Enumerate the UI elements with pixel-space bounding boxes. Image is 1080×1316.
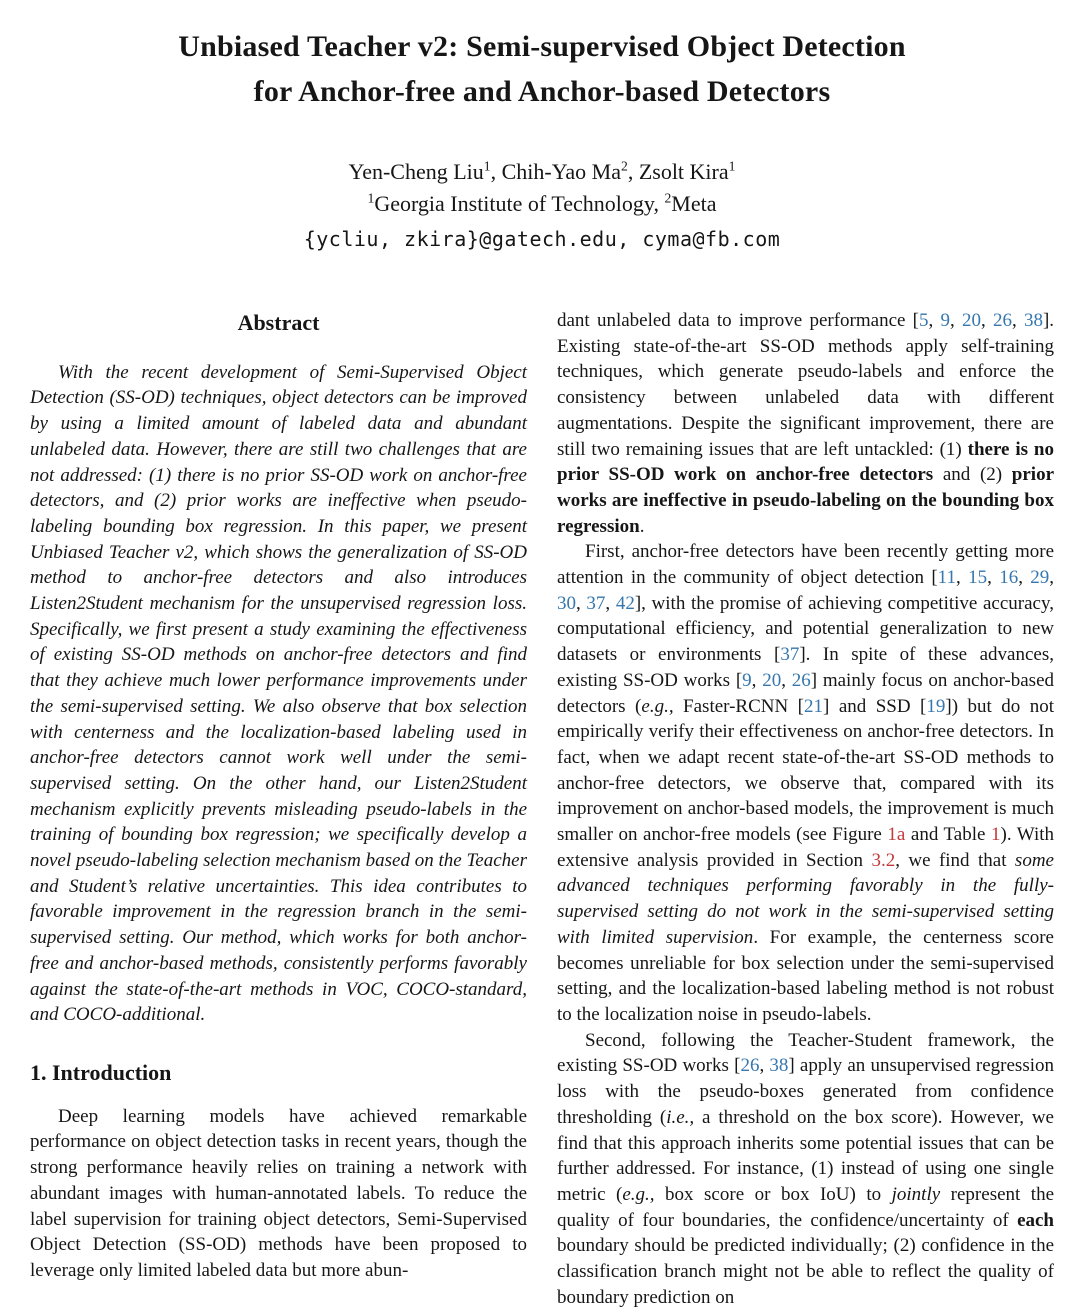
text-segment: represent the quality of four boundaries, the confidence/uncertainty of (557, 1183, 1055, 1231)
text-segment: , (987, 567, 1000, 589)
internal-ref-link[interactable]: 1a (887, 824, 906, 846)
text-segment: i.e., (666, 1106, 695, 1128)
text-segment: , we find that (895, 849, 1015, 871)
email-line: {ycliu, zkira}@gatech.edu, cyma@fb.com (303, 227, 781, 251)
text-segment: there is no prior SS-OD work on anchor-free detectors (557, 438, 1054, 486)
text-segment: , (576, 592, 587, 614)
citation-link[interactable]: 37 (780, 644, 800, 666)
affiliation-line (30, 188, 1054, 220)
text-segment: Georgia Institute of Technology, (374, 191, 665, 216)
citation-link[interactable]: 26 (791, 669, 811, 691)
text-segment: 2 (621, 158, 628, 174)
text-segment: With the recent development of Semi-Supervised Object Detection (SS-OD) techniques, object detectors can be improved by using a limited amount of labeled data and abundant unlabeled data. However, there are still two challenges that are not addressed: (1) there is no prior SS-OD work on anchor-free detectors, and (2) prior works are ineffective when pseudo-labeling bounding box regression. In this paper, we present Unbiased Teacher v2, which shows the generalization of SS-OD method to anchor-free detectors and also introduces Listen2Student mechanism for the unsupervised regression loss. Specifically, we first present a study examining the effectiveness of existing SS-OD methods on anchor-free detectors and find that they achieve much lower performance improvements under the semi-supervised setting. We also observe that box selection with centerness and the localization-based labeling used in anchor-free detectors cannot work well under the semi-supervised setting. On the other hand, our Listen2Student mechanism explicitly prevents misleading pseudo-labels in the training of bounding box regression; we specifically develop a novel pseudo-labeling selection mechanism based on the Teacher and Student’s relative uncertainties. This idea contributes to favorable improvement in the regression branch in the semi-supervised setting. Our method, which works for both anchor-free and anchor-based methods, consistently performs favorably against the state-of-the-art methods in VOC, COCO-standard, and COCO-additional. (30, 361, 527, 1026)
text-segment: Deep learning models have achieved remarkable performance on object detection tasks in recent years, though the strong performance heavily relies on training a network with abundant images with human-annotated labels. To reduce the label supervision for training object detectors, Semi-Supervised Object Detection (SS-OD) methods have been proposed to leverage only limited labeled data but more abun- (30, 1105, 527, 1281)
text-segment: some advanced techniques performing favorably in the fully-supervised setting do not work in the semi-supervised setting with limited supervision (557, 849, 1054, 948)
paper-title (30, 24, 1054, 114)
text-segment: ] apply an unsupervised regression loss with the pseudo-boxes generated from confidence thresholding ( (557, 1055, 1054, 1128)
two-column-body (30, 308, 1054, 1310)
abstract-paragraph (30, 360, 527, 1028)
text-segment: and Table (905, 824, 991, 846)
citation-link[interactable]: 37 (586, 592, 606, 614)
text-segment: , (1011, 310, 1024, 331)
text-segment: box score or box IoU) to (654, 1183, 892, 1205)
text-segment: a threshold on the box score). However, we find that this approach inherits some potential issues that can be further addressed. For instance, (1) instead of using one single metric ( (557, 1106, 1054, 1205)
text-segment: , (980, 310, 993, 331)
text-segment: Meta (671, 191, 717, 216)
citation-link[interactable]: 21 (804, 695, 824, 717)
internal-ref-link[interactable]: 1 (991, 824, 1001, 846)
text-segment: jointly (891, 1183, 941, 1205)
internal-ref-link[interactable]: 3.2 (871, 849, 896, 871)
text-segment: 1 (367, 190, 375, 206)
citation-link[interactable]: 20 (762, 669, 782, 691)
citation-link[interactable]: 26 (992, 310, 1012, 331)
citation-link[interactable]: 19 (926, 695, 946, 717)
citation-link[interactable]: 15 (968, 567, 988, 589)
body-paragraph-first (557, 539, 1054, 1027)
text-segment: boundary should be predicted individually; (2) confidence in the classification branch might not be able to reflect the quality of boundary prediction on (557, 1235, 1054, 1308)
text-segment: First, anchor-free detectors have been recently getting more attention in the community of object detection [ (557, 541, 1054, 589)
text-segment: , (949, 310, 962, 331)
right-column (557, 308, 1054, 1310)
text-segment: prior works are ineffective in pseudo-labeling on the bounding box regression (557, 464, 1055, 537)
text-segment: Second, following the Teacher-Student framework, the existing SS-OD works [ (557, 1029, 1054, 1077)
introduction-heading: 1. Introduction (30, 1059, 172, 1085)
left-column (30, 308, 527, 1310)
text-segment: ], with the promise of achieving competitive accuracy, computational efficiency, and potential generalization to new datasets or environments [ (557, 592, 1055, 666)
text-segment: Faster-RCNN [ (673, 695, 805, 717)
text-segment: . (639, 515, 645, 537)
text-segment: . For example, the centerness score becomes unreliable for box selection under the semi-supervised setting, and the localization-based labeling method is not robust to the localization noise in pseudo-labels. (557, 926, 1054, 1025)
body-paragraph-continuation (557, 308, 1054, 539)
text-segment: e.g., (641, 695, 674, 717)
text-segment: ]) but do not empirically verify their effectiveness on anchor-free detectors. In fact, when we adapt recent state-of-the-art SS-OD methods to anchor-free detectors, we observe that, compared with its improvement on anchor-based models, the improvement is much smaller on anchor-free models (see Figure (557, 695, 1054, 846)
text-segment: each (1017, 1209, 1054, 1231)
text-segment: , (751, 669, 763, 691)
text-segment: , (759, 1055, 770, 1077)
citation-link[interactable]: 26 (740, 1055, 760, 1077)
text-segment: ). With extensive analysis provided in Section (557, 824, 1055, 871)
text-segment: 1 (728, 158, 736, 174)
paper-title-line2: for Anchor-free and Anchor-based Detectors (253, 75, 831, 108)
citation-link[interactable]: 16 (999, 567, 1019, 589)
text-segment: e.g., (622, 1183, 655, 1205)
citation-link[interactable]: 38 (769, 1055, 789, 1077)
text-segment: , Chih-Yao Ma (490, 159, 621, 184)
citation-link[interactable]: 42 (615, 592, 635, 614)
citation-link[interactable]: 30 (557, 592, 576, 614)
citation-link[interactable]: 20 (961, 310, 981, 331)
text-segment: ] and SSD [ (823, 695, 927, 717)
text-segment: and (2) (933, 464, 1012, 486)
text-segment: , (1018, 567, 1031, 589)
citation-link[interactable]: 5 (919, 310, 929, 331)
text-segment: , Zsolt Kira (627, 159, 729, 184)
citation-link[interactable]: 29 (1030, 567, 1050, 589)
text-segment: , (605, 592, 616, 614)
body-paragraph-second (557, 1028, 1054, 1311)
text-segment: 2 (664, 190, 672, 206)
intro-paragraph-1 (30, 1104, 527, 1284)
text-segment: dant unlabeled data to improve performance [ (557, 310, 919, 331)
text-segment: , (781, 669, 792, 691)
citation-link[interactable]: 9 (742, 669, 752, 691)
author-line (30, 156, 1054, 188)
paper-title-line1: Unbiased Teacher v2: Semi-supervised Object Detection (178, 30, 906, 63)
citation-link[interactable]: 38 (1023, 310, 1043, 331)
text-segment: , (1049, 567, 1055, 589)
text-segment: Yen-Cheng Liu (348, 159, 484, 184)
text-segment: , (955, 567, 969, 589)
abstract-heading: Abstract (237, 310, 320, 335)
citation-link[interactable]: 9 (940, 310, 950, 331)
text-segment: , (928, 310, 941, 331)
citation-link[interactable]: 11 (937, 567, 956, 589)
text-segment: ]. In spite of these advances, existing SS-OD works [ (557, 644, 1054, 691)
text-segment: ]. Existing state-of-the-art SS-OD methods apply self-training techniques, which generate pseudo-labels and enforce the consistency between unlabeled data with different augmentations. Despite the significant improvement, there are still two remaining issues that are left untackled: (1) (557, 310, 1055, 460)
text-segment: ] mainly focus on anchor-based detectors ( (557, 669, 1054, 717)
text-segment: 1 (483, 158, 491, 174)
